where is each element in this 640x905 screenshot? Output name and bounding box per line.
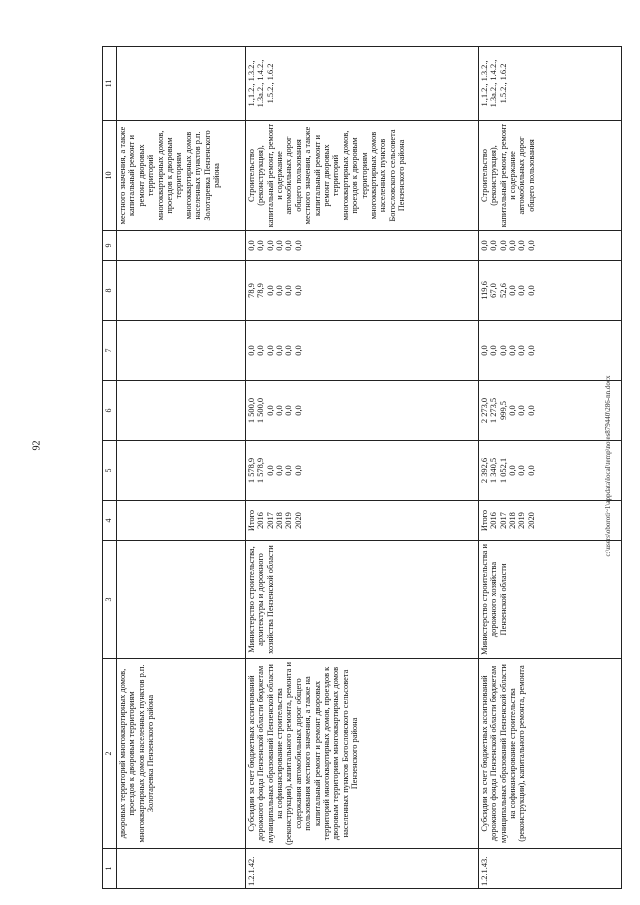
local-budget <box>117 261 246 321</box>
measure-description: Субсидии за счет бюджетных ассигнований дорожного фонда Пензенской области бюджетам муниципальных образований Пензенской области на софинансирование строительства (реконструкции), капитального ремонта, ремонта <box>478 659 621 849</box>
col-header-2: 2 <box>103 659 117 849</box>
page-number: 92 <box>31 440 43 451</box>
total-amount: 2 392,6 1 340,5 1 052,1 0,0 0,0 0,0 <box>478 441 621 501</box>
executor: Министерство строительства и дорожного хозяйства Пензенской области <box>478 541 621 659</box>
row-number <box>117 849 246 889</box>
regional-budget: 2 273,0 1 273,5 999,5 0,0 0,0 0,0 <box>478 381 621 441</box>
total-amount: 1 578,9 1 578,9 0,0 0,0 0,0 0,0 <box>245 441 478 501</box>
local-budget: 119,6 67,0 52,6 0,0 0,0 0,0 <box>478 261 621 321</box>
local-budget: 78,9 78,9 0,0 0,0 0,0 0,0 <box>245 261 478 321</box>
total-amount <box>117 441 246 501</box>
expected-result: Строительство (реконструкция), капитальный ремонт, ремонт и содержание автомобильных дорог общего пользования местного значения, а также капитальный ремонт и ремонт дворовых территорий многоквартирных домов, проездов к дворовым территориям многоквартирных домов населенных пунктов Богословского сельсовета Пензенского района <box>245 121 478 231</box>
other-sources <box>117 231 246 261</box>
col-header-11: 11 <box>103 47 117 121</box>
federal-budget: 0,0 0,0 0,0 0,0 0,0 0,0 <box>478 321 621 381</box>
measure-description: дворовых территорий многоквартирных домов, проездов к дворовым территориям многоквартирных домов населенных пунктов р.п. Золотаревка Пензенского района <box>117 659 246 849</box>
col-header-7: 7 <box>103 321 117 381</box>
col-header-1: 1 <box>103 849 117 889</box>
federal-budget: 0,0 0,0 0,0 0,0 0,0 0,0 <box>245 321 478 381</box>
indicator-links: 1.,1.2., 1.3.2., 1.3а.2., 1.4.2., 1.5.2., 1.6.2 <box>478 47 621 121</box>
expected-result: местного значения, а также капитальный ремонт и ремонт дворовых территорий многоквартирных домов, проездов к дворовым территориям многоквартирных домов населенных пунктов р.п. Золотаревка Пензенского района <box>117 121 246 231</box>
indicator-links <box>117 47 246 121</box>
years: Итого 2016 2017 2018 2019 2020 <box>478 501 621 541</box>
col-header-8: 8 <box>103 261 117 321</box>
col-header-5: 5 <box>103 441 117 501</box>
file-path-footer: c:\users\oboroti~1\appdata\local\temp\notes879440\286-nn.docx <box>604 375 612 557</box>
table-row <box>478 47 621 889</box>
indicator-links: 1.,1.2., 1.3.2., 1.3а.2., 1.4.2., 1.5.2., 1.6.2 <box>245 47 478 121</box>
years: Итого 2016 2017 2018 2019 2020 <box>245 501 478 541</box>
years <box>117 501 246 541</box>
table-row <box>117 47 246 889</box>
rotated-table-container <box>102 47 622 889</box>
other-sources: 0,0 0,0 0,0 0,0 0,0 0,0 <box>478 231 621 261</box>
col-header-6: 6 <box>103 381 117 441</box>
regional-budget <box>117 381 246 441</box>
col-header-4: 4 <box>103 501 117 541</box>
executor <box>117 541 246 659</box>
table-row <box>245 47 478 889</box>
col-header-9: 9 <box>103 231 117 261</box>
other-sources: 0,0 0,0 0,0 0,0 0,0 0,0 <box>245 231 478 261</box>
program-table <box>102 46 622 889</box>
expected-result: Строительство (реконструкция), капитальный ремонт, ремонт и содержание автомобильных дорог общего пользования <box>478 121 621 231</box>
executor: Министерство строительства, архитектуры и дорожного хозяйства Пензенской области <box>245 541 478 659</box>
header-row <box>103 47 117 889</box>
federal-budget <box>117 321 246 381</box>
row-number: 1.2.1.43. <box>478 849 621 889</box>
row-number: 1.2.1.42. <box>245 849 478 889</box>
measure-description: Субсидии за счет бюджетных ассигнований дорожного фонда Пензенской области бюджетам муниципальных образований Пензенской области на софинансирование строительства (реконструкции), капитального ремонта, ремонта и содержания автомобильных дорог общего пользования местного значения, а также на капитальный ремонт и ремонт дворовых территорий многоквартирных домов, проездов к дворовым территориям многоквартирных домов населенных пунктов Богословского сельсовета Пензенского района <box>245 659 478 849</box>
col-header-10: 10 <box>103 121 117 231</box>
col-header-3: 3 <box>103 541 117 659</box>
regional-budget: 1 500,0 1 500,0 0,0 0,0 0,0 0,0 <box>245 381 478 441</box>
